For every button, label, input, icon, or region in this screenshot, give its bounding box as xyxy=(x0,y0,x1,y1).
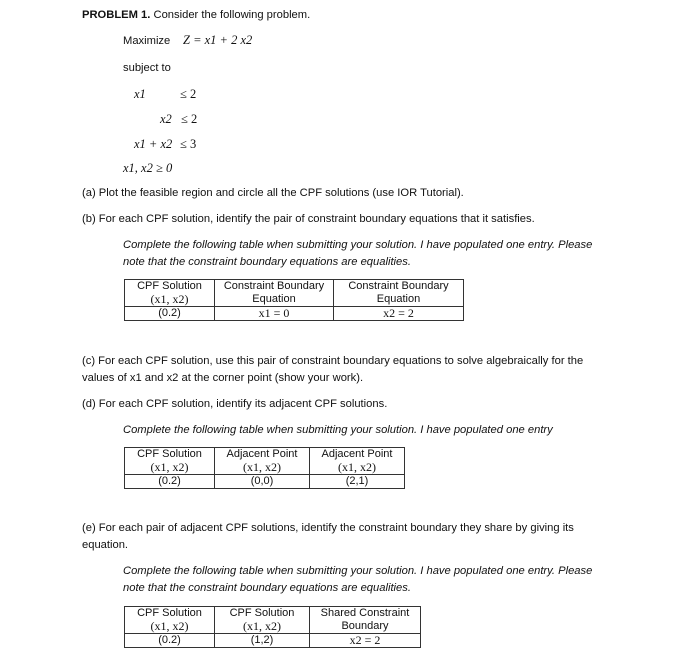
table-d-header-3b: (x1, x2) xyxy=(310,461,405,475)
table-e-header-2a: CPF Solution xyxy=(215,607,310,621)
problem-label: PROBLEM 1. xyxy=(82,9,151,21)
constraint-3-lhs: x1 + x2 xyxy=(134,137,173,151)
note-e-line2: note that the constraint boundary equations are equalities. xyxy=(123,582,411,594)
problem-intro: Consider the following problem. xyxy=(153,9,311,21)
table-b-cell-2: x1 = 0 xyxy=(215,307,334,321)
table-e-header-1a: CPF Solution xyxy=(125,607,215,621)
part-e-line2: equation. xyxy=(82,539,129,551)
table-b-header-3b: Equation xyxy=(334,293,464,307)
part-c-line1: (c) For each CPF solution, use this pair of constraint boundary equations to solve algebraically for the xyxy=(82,355,584,367)
problem-heading xyxy=(82,9,310,21)
table-row xyxy=(125,634,421,648)
table-e-header-3b: Boundary xyxy=(310,620,421,634)
table-e-header-2b: (x1, x2) xyxy=(215,620,310,634)
objective-label: Maximize xyxy=(123,35,171,47)
table-b-header-1a: CPF Solution xyxy=(125,280,215,294)
part-d-text: (d) For each CPF solution, identify its adjacent CPF solutions. xyxy=(82,398,388,410)
part-b-text: (b) For each CPF solution, identify the pair of constraint boundary equations that it satisfies. xyxy=(82,213,535,225)
table-d-header-1a: CPF Solution xyxy=(125,448,215,462)
note-b-line1: Complete the following table when submitting your solution. I have populated one entry. Please xyxy=(123,239,593,251)
table-d-header-3a: Adjacent Point xyxy=(310,448,405,462)
table-d-cell-1: (0.2) xyxy=(125,475,215,489)
table-b-header-3a: Constraint Boundary xyxy=(334,280,464,294)
objective-expression: Z = x1 + 2 x2 xyxy=(183,33,253,47)
table-d xyxy=(124,447,405,489)
table-b-header-2b: Equation xyxy=(215,293,334,307)
constraint-2-rhs: ≤ 2 xyxy=(181,112,198,126)
table-e-cell-1: (0.2) xyxy=(125,634,215,648)
table-b-cell-1: (0.2) xyxy=(125,307,215,321)
constraint-1-lhs: x1 xyxy=(134,87,146,101)
table-d-cell-3: (2,1) xyxy=(310,475,405,489)
table-d-cell-2: (0,0) xyxy=(215,475,310,489)
table-b xyxy=(124,279,464,321)
table-d-header-2a: Adjacent Point xyxy=(215,448,310,462)
constraint-1-rhs: ≤ 2 xyxy=(180,87,197,101)
table-e-header-1b: (x1, x2) xyxy=(125,620,215,634)
table-row xyxy=(125,475,405,489)
part-c-line2: values of x1 and x2 at the corner point (show your work). xyxy=(82,372,364,384)
table-row xyxy=(125,307,464,321)
part-a-text: (a) Plot the feasible region and circle all the CPF solutions (use IOR Tutorial). xyxy=(82,187,464,199)
table-b-header-1b: (x1, x2) xyxy=(125,293,215,307)
table-d-header-2b: (x1, x2) xyxy=(215,461,310,475)
part-e-line1: (e) For each pair of adjacent CPF solutions, identify the constraint boundary they share by giving its xyxy=(82,522,574,534)
note-d: Complete the following table when submitting your solution. I have populated one entry xyxy=(123,424,553,436)
constraint-3-rhs: ≤ 3 xyxy=(180,137,197,151)
table-b-cell-3: x2 = 2 xyxy=(334,307,464,321)
table-e-cell-2: (1,2) xyxy=(215,634,310,648)
table-b-header-2a: Constraint Boundary xyxy=(215,280,334,294)
table-e-header-3a: Shared Constraint xyxy=(310,607,421,621)
table-d-header-1b: (x1, x2) xyxy=(125,461,215,475)
note-e-line1: Complete the following table when submitting your solution. I have populated one entry. Please xyxy=(123,565,593,577)
table-e xyxy=(124,606,421,648)
note-b-line2: note that the constraint boundary equations are equalities. xyxy=(123,256,411,268)
table-e-cell-3: x2 = 2 xyxy=(310,634,421,648)
nonnegativity-constraint: x1, x2 ≥ 0 xyxy=(123,161,173,175)
subject-to-label: subject to xyxy=(123,62,171,74)
constraint-2-lhs: x2 xyxy=(160,112,172,126)
